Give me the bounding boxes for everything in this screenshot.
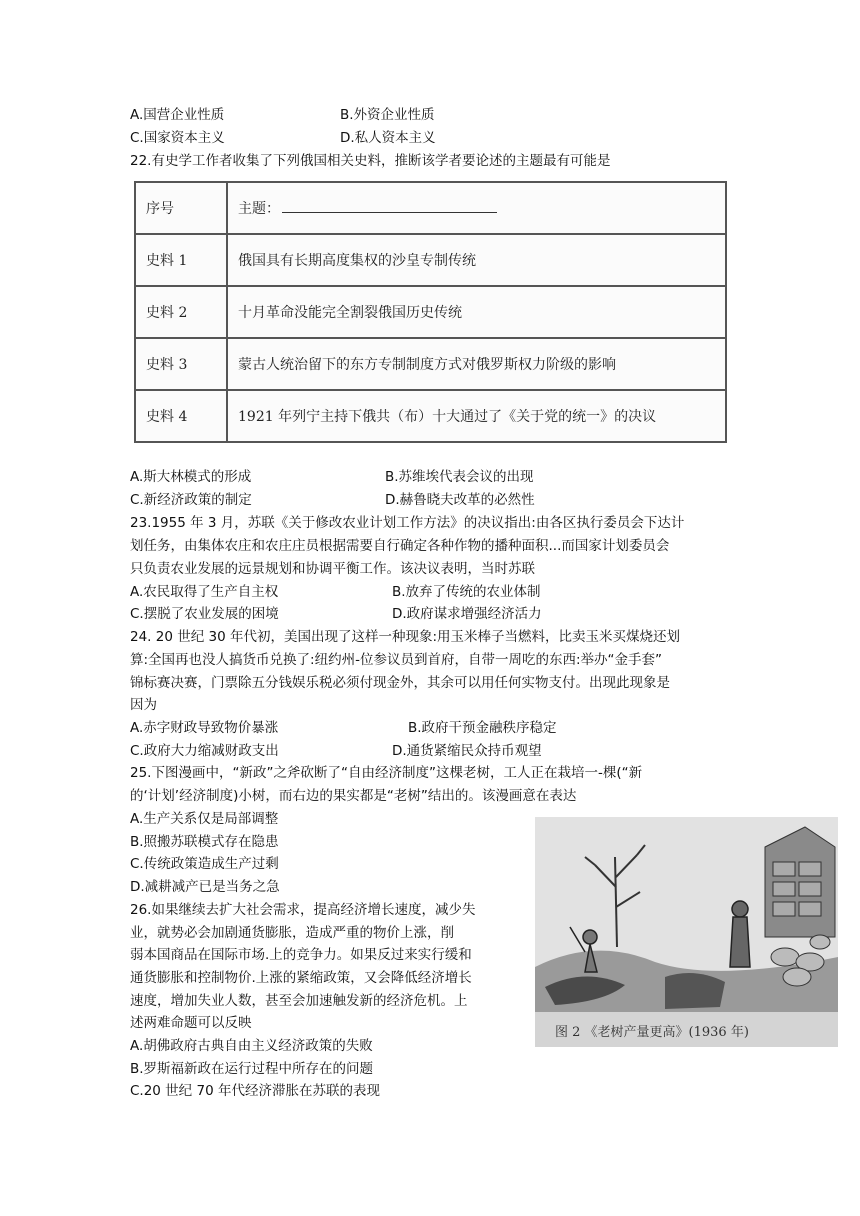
option-c: C.摆脱了农业发展的困境	[130, 606, 279, 622]
question-22-stem: 22.有史学工作者收集了下列俄国相关史料，推断该学者要论述的主题最有可能是	[130, 153, 611, 169]
question-25-line: 25.下图漫画中，“新政”之斧砍断了“自由经济制度”这棵老树，工人正在栽培一-棵(“新	[130, 765, 643, 781]
table-row	[135, 338, 726, 390]
row-label: 史料 4	[135, 390, 227, 442]
option-b: B.照搬苏联模式存在隐患	[130, 834, 279, 850]
cartoon-caption: 图 2 《老树产量更高》(1936 年)	[555, 1025, 749, 1040]
question-26-line: 业，就势必会加剧通货膨胀，造成严重的物价上涨，削	[130, 925, 454, 941]
row-label: 史料 3	[135, 338, 227, 390]
question-24-line: 因为	[130, 697, 157, 713]
table-row	[135, 234, 726, 286]
source-table	[134, 181, 727, 443]
option-d: D.减耕减产已是当务之急	[130, 879, 280, 895]
question-24-line: 24. 20 世纪 30 年代初，美国出现了这样一种现象:用玉米棒子当燃料，比卖玉米买煤烧还划	[130, 629, 681, 645]
question-23-line: 划任务，由集体农庄和农庄庄员根据需要自行确定各种作物的播种面积...而国家计划委员会	[130, 538, 670, 554]
header-theme	[227, 182, 726, 234]
option-a: A.赤字财政导致物价暴涨	[130, 720, 279, 736]
theme-blank	[282, 200, 497, 213]
option-c: C.国家资本主义	[130, 130, 225, 146]
option-d: D.政府谋求增强经济活力	[392, 606, 542, 622]
question-26-line: 述两难命题可以反映	[130, 1015, 252, 1031]
cartoon-image	[535, 817, 838, 1047]
option-c: C.20 世纪 70 年代经济滞胀在苏联的表现	[130, 1083, 380, 1099]
question-23-line: 只负责农业发展的远景规划和协调平衡工作。该决议表明，当时苏联	[130, 561, 535, 577]
option-a: A.农民取得了生产自主权	[130, 584, 279, 600]
option-d: D.赫鲁晓夫改革的必然性	[385, 492, 535, 508]
row-text: 1921 年列宁主持下俄共（布）十大通过了《关于党的统一》的决议	[227, 390, 726, 442]
option-b: B.政府干预金融秩序稳定	[408, 720, 557, 736]
question-26-line: 速度，增加失业人数，甚至会加速触发新的经济危机。上	[130, 993, 468, 1009]
question-23-line: 23.1955 年 3 月，苏联《关于修改农业计划工作方法》的决议指出:由各区执行委员会下达计	[130, 515, 685, 531]
table-header-row	[135, 182, 726, 234]
header-index: 序号	[135, 182, 227, 234]
option-b: B.苏维埃代表会议的出现	[385, 469, 534, 485]
question-26-line: 弱本国商品在国际市场.上的竞争力。如果反过来实行缓和	[130, 947, 472, 963]
row-label: 史料 1	[135, 234, 227, 286]
row-text: 俄国具有长期高度集权的沙皇专制传统	[227, 234, 726, 286]
question-24-line: 算:全国再也没人搞货币兑换了:纽约州-位参议员到首府，自带一周吃的东西:举办“金手套”	[130, 652, 663, 668]
option-d: D.私人资本主义	[340, 130, 436, 146]
row-text: 蒙古人统治留下的东方专制制度方式对俄罗斯权力阶级的影响	[227, 338, 726, 390]
header-theme-label: 主题：	[238, 201, 280, 217]
question-25-line: 的‘计划’经济制度)小树，而右边的果实都是“老树”结出的。该漫画意在表达	[130, 788, 577, 804]
option-a: A.生产关系仅是局部调整	[130, 811, 279, 827]
table-row	[135, 286, 726, 338]
option-a: A.国营企业性质	[130, 107, 225, 123]
table-row	[135, 390, 726, 442]
option-b: B.放弃了传统的农业体制	[392, 584, 541, 600]
option-b: B.罗斯福新政在运行过程中所存在的问题	[130, 1061, 374, 1077]
question-24-line: 锦标赛决赛，门票除五分钱娱乐税必须付现金外，其余可以用任何实物支付。出现此现象是	[130, 675, 670, 691]
row-label: 史料 2	[135, 286, 227, 338]
option-d: D.通货紧缩民众持币观望	[392, 743, 542, 759]
option-a: A.斯大林模式的形成	[130, 469, 252, 485]
option-a: A.胡佛政府古典自由主义经济政策的失败	[130, 1038, 373, 1054]
option-c: C.政府大力缩减财政支出	[130, 743, 279, 759]
question-26-line: 通货膨胀和控制物价.上涨的紧缩政策，又会降低经济增长	[130, 970, 472, 986]
option-b: B.外资企业性质	[340, 107, 435, 123]
row-text: 十月革命没能完全割裂俄国历史传统	[227, 286, 726, 338]
option-c: C.新经济政策的制定	[130, 492, 252, 508]
option-c: C.传统政策造成生产过剩	[130, 856, 279, 872]
cartoon-illustration	[535, 817, 838, 1047]
question-26-line: 26.如果继续去扩大社会需求，提高经济增长速度，减少失	[130, 902, 476, 918]
